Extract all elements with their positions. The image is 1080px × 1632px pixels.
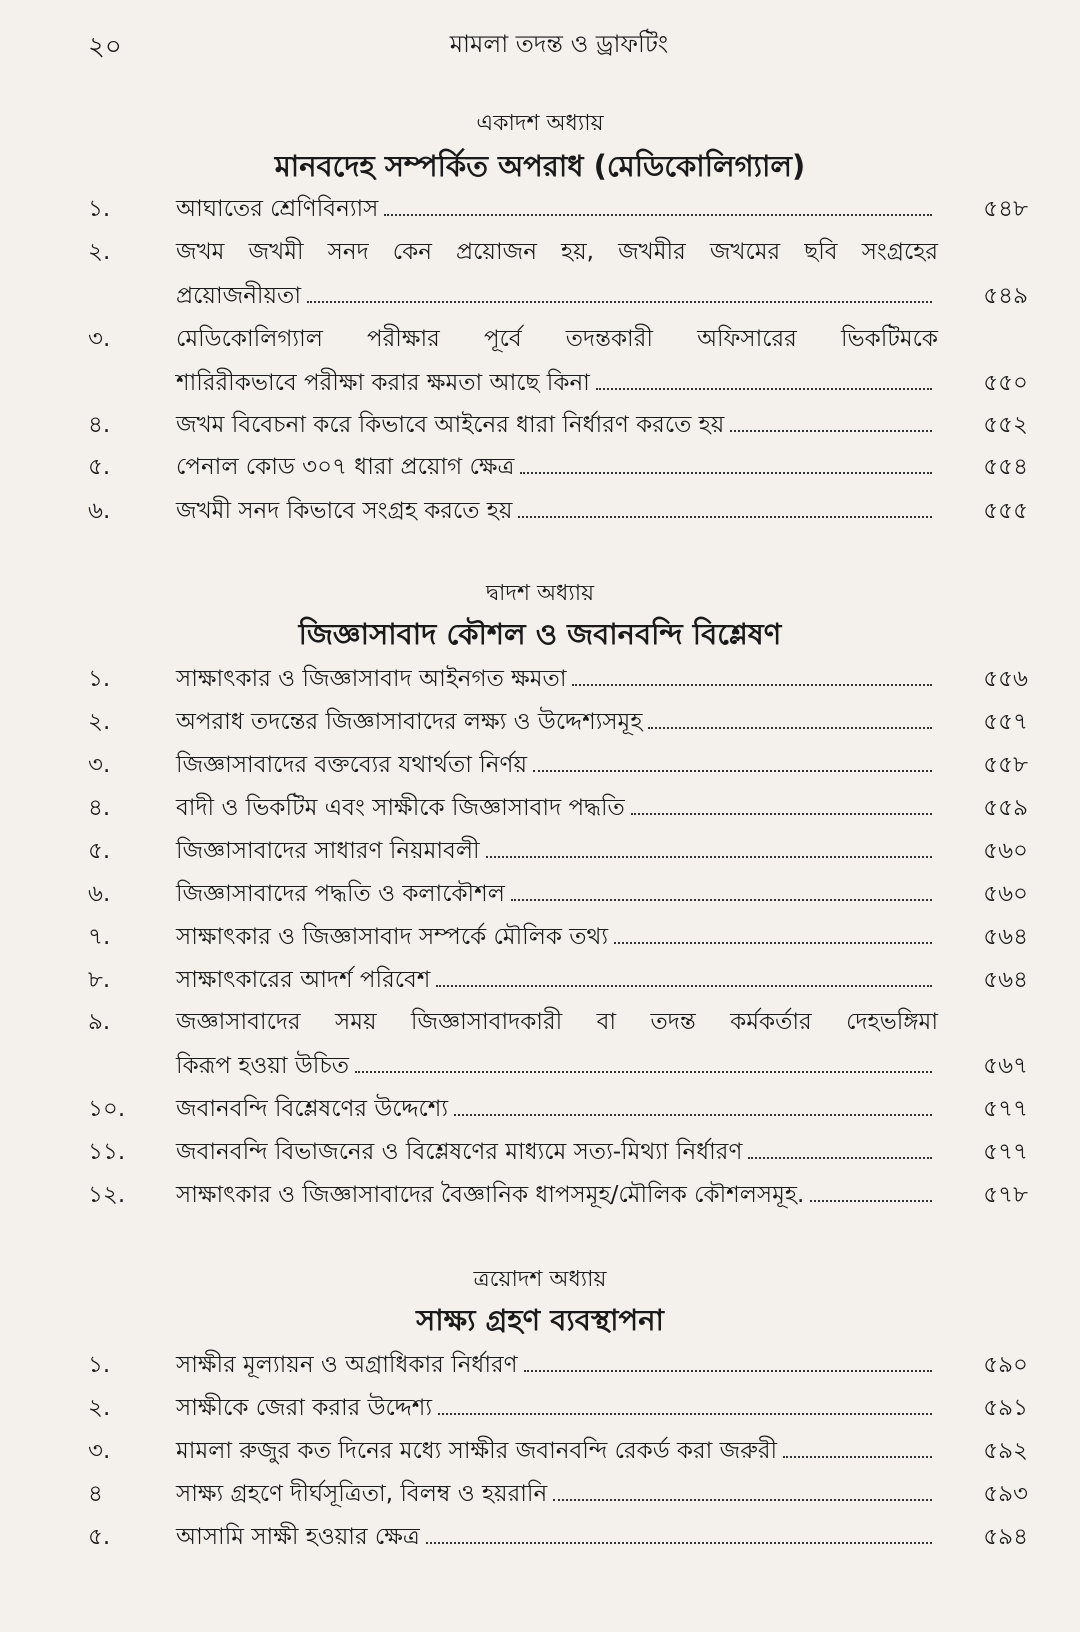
entry-title: জিজ্ঞাসাবাদের সাধারণ নিয়মাবলী <box>176 838 480 864</box>
entry-page: ৫৫৭ <box>983 709 1028 735</box>
chapter-label: দ্বাদশ অধ্যায় <box>485 581 595 606</box>
entry-page: ৫৬৭ <box>983 1053 1028 1079</box>
entry-title: মামলা রুজুর কত দিনের মধ্যে সাক্ষীর জবানবন্দি রেকর্ড করা জরুরী <box>176 1438 778 1464</box>
chapter-title: মানবদেহ সম্পর্কিত অপরাধ (মেডিকোলিগ্যাল) <box>274 149 806 183</box>
entry-page: ৫৫৪ <box>983 454 1028 480</box>
entry-title: শারিরীকভাবে পরীক্ষা করার ক্ষমতা আছে কিনা <box>176 370 590 396</box>
dot-leader <box>730 430 932 432</box>
entry-number: ৭. <box>88 924 111 950</box>
entry-title: সাক্ষাৎকার ও জিজ্ঞাসাবাদের বৈজ্ঞানিক ধাপসমূহ/মৌলিক কৌশলসমূহ. <box>176 1182 805 1208</box>
entry-number: ৫. <box>88 454 111 480</box>
entry-number: ১. <box>88 666 111 692</box>
dot-leader <box>511 899 932 901</box>
entry-page: ৫৭৮ <box>983 1182 1028 1208</box>
entry-page: ৫৫২ <box>983 412 1028 438</box>
dot-leader <box>355 1071 932 1073</box>
dot-leader <box>783 1456 932 1458</box>
entry-number: ৬. <box>88 498 111 524</box>
entry-number: ৪. <box>88 795 111 821</box>
entry-number: ৫. <box>88 1524 111 1550</box>
dot-leader <box>438 1413 932 1415</box>
entry-title: সাক্ষাৎকারের আদর্শ পরিবেশ <box>176 967 431 993</box>
dot-leader <box>518 516 932 518</box>
entry-title-line: মেডিকোলিগ্যাল পরীক্ষার পূর্বে তদন্তকারী অফিসারের ভিকটিমকে <box>176 326 938 352</box>
entry-page: ৫৪৮ <box>983 196 1028 222</box>
entry-number: ১২. <box>88 1182 126 1208</box>
entry-title: আঘাতের শ্রেণিবিন্যাস <box>176 196 379 222</box>
entry-number: ৪. <box>88 412 111 438</box>
entry-page: ৫৭৭ <box>983 1096 1028 1122</box>
entry-title: আসামি সাক্ষী হওয়ার ক্ষেত্র <box>176 1524 420 1550</box>
entry-page: ৫৫৫ <box>983 498 1028 524</box>
entry-title: জবানবন্দি বিভাজনের ও বিশ্লেষণের মাধ্যমে সত্য-মিথ্যা নির্ধারণ <box>176 1139 743 1165</box>
entry-page: ৫৯৪ <box>983 1524 1028 1550</box>
chapter-title: সাক্ষ্য গ্রহণ ব্যবস্থাপনা <box>416 1303 664 1337</box>
entry-title: সাক্ষ্য গ্রহণে দীর্ঘসূত্রিতা, বিলম্ব ও হয়রানি <box>176 1481 548 1507</box>
entry-page: ৫৫৮ <box>983 752 1028 778</box>
dot-leader <box>426 1542 932 1544</box>
entry-number: ৪ <box>88 1481 103 1507</box>
entry-title: জিজ্ঞাসাবাদের পদ্ধতি ও কলাকৌশল <box>176 881 505 907</box>
dot-leader <box>533 770 932 772</box>
entry-page: ৫৯১ <box>983 1395 1028 1421</box>
chapter-label: ত্রয়োদশ অধ্যায় <box>473 1267 607 1292</box>
dot-leader <box>748 1157 932 1159</box>
entry-page: ৫৬০ <box>983 838 1028 864</box>
entry-number: ৫. <box>88 838 111 864</box>
entry-page: ৫৫৯ <box>983 795 1028 821</box>
entry-title-line: জজ্ঞাসাবাদের সময় জিজ্ঞাসাবাদকারী বা তদন্ত কর্মকর্তার দেহভঙ্গিমা <box>176 1009 938 1035</box>
entry-title: জবানবন্দি বিশ্লেষণের উদ্দেশ্যে <box>176 1096 449 1122</box>
dot-leader <box>524 1370 932 1372</box>
entry-page: ৫৬৪ <box>983 967 1028 993</box>
dot-leader <box>596 388 932 390</box>
entry-title: পেনাল কোড ৩০৭ ধারা প্রয়োগ ক্ষেত্র <box>176 454 515 480</box>
entry-number: ১. <box>88 196 111 222</box>
dot-leader <box>553 1499 932 1501</box>
entry-title: জখম বিবেচনা করে কিভাবে আইনের ধারা নির্ধারণ করতে হয় <box>176 412 725 438</box>
dot-leader <box>810 1200 932 1202</box>
entry-number: ২. <box>88 1395 111 1421</box>
entry-page: ৫৭৭ <box>983 1139 1028 1165</box>
dot-leader <box>648 727 932 729</box>
dot-leader <box>631 813 932 815</box>
entry-number: ২. <box>88 709 111 735</box>
dot-leader <box>572 684 932 686</box>
entry-number: ৮. <box>88 967 111 993</box>
dot-leader <box>454 1114 932 1116</box>
entry-number: ৩. <box>88 752 111 778</box>
dot-leader <box>307 301 932 303</box>
entry-page: ৫৯৩ <box>983 1481 1028 1507</box>
entry-page: ৫৬৪ <box>983 924 1028 950</box>
entry-number: ৯. <box>88 1009 111 1035</box>
entry-title: সাক্ষীকে জেরা করার উদ্দেশ্য <box>176 1395 433 1421</box>
entry-number: ৩. <box>88 326 111 352</box>
page-header <box>88 26 1030 66</box>
entry-title: সাক্ষাৎকার ও জিজ্ঞাসাবাদ আইনগত ক্ষমতা <box>176 666 567 692</box>
entry-number: ৬. <box>88 881 111 907</box>
chapter-title: জিজ্ঞাসাবাদ কৌশল ও জবানবন্দি বিশ্লেষণ <box>298 617 782 651</box>
dot-leader <box>614 942 932 944</box>
entry-number: ১. <box>88 1352 111 1378</box>
dot-leader <box>436 985 932 987</box>
chapter-label: একাদশ অধ্যায় <box>476 111 604 136</box>
page-number: ২০ <box>88 32 122 62</box>
entry-page: ৫৯০ <box>983 1352 1028 1378</box>
entry-page: ৫৬০ <box>983 881 1028 907</box>
entry-number: ৩. <box>88 1438 111 1464</box>
dot-leader <box>486 856 932 858</box>
entry-title: অপরাধ তদন্তের জিজ্ঞাসাবাদের লক্ষ্য ও উদ্দেশ্যসমূহ <box>176 709 643 735</box>
dot-leader <box>384 214 932 216</box>
entry-page: ৫৫৬ <box>983 666 1028 692</box>
entry-title: প্রয়োজনীয়তা <box>176 283 301 309</box>
entry-page: ৫৫০ <box>983 370 1028 396</box>
entry-title: বাদী ও ভিকটিম এবং সাক্ষীকে জিজ্ঞাসাবাদ পদ্ধতি <box>176 795 625 821</box>
entry-page: ৫৯২ <box>983 1438 1028 1464</box>
entry-number: ১১. <box>88 1139 126 1165</box>
entry-title-line: জখম জখমী সনদ কেন প্রয়োজন হয়, জখমীর জখমের ছবি সংগ্রহের <box>176 239 938 265</box>
dot-leader <box>520 472 932 474</box>
entry-number: ১০. <box>88 1096 126 1122</box>
entry-title: জিজ্ঞাসাবাদের বক্তব্যের যথার্থতা নির্ণয় <box>176 752 527 778</box>
entry-title: জখমী সনদ কিভাবে সংগ্রহ করতে হয় <box>176 498 513 524</box>
entry-title: সাক্ষাৎকার ও জিজ্ঞাসাবাদ সম্পর্কে মৌলিক তথ্য <box>176 924 609 950</box>
entry-page: ৫৪৯ <box>983 283 1028 309</box>
entry-number: ২. <box>88 239 111 265</box>
running-title: মামলা তদন্ত ও ড্রাফটিং <box>449 30 669 58</box>
entry-title: সাক্ষীর মূল্যায়ন ও অগ্রাধিকার নির্ধারণ <box>176 1352 518 1378</box>
entry-title: কিরূপ হওয়া উচিত <box>176 1053 350 1079</box>
